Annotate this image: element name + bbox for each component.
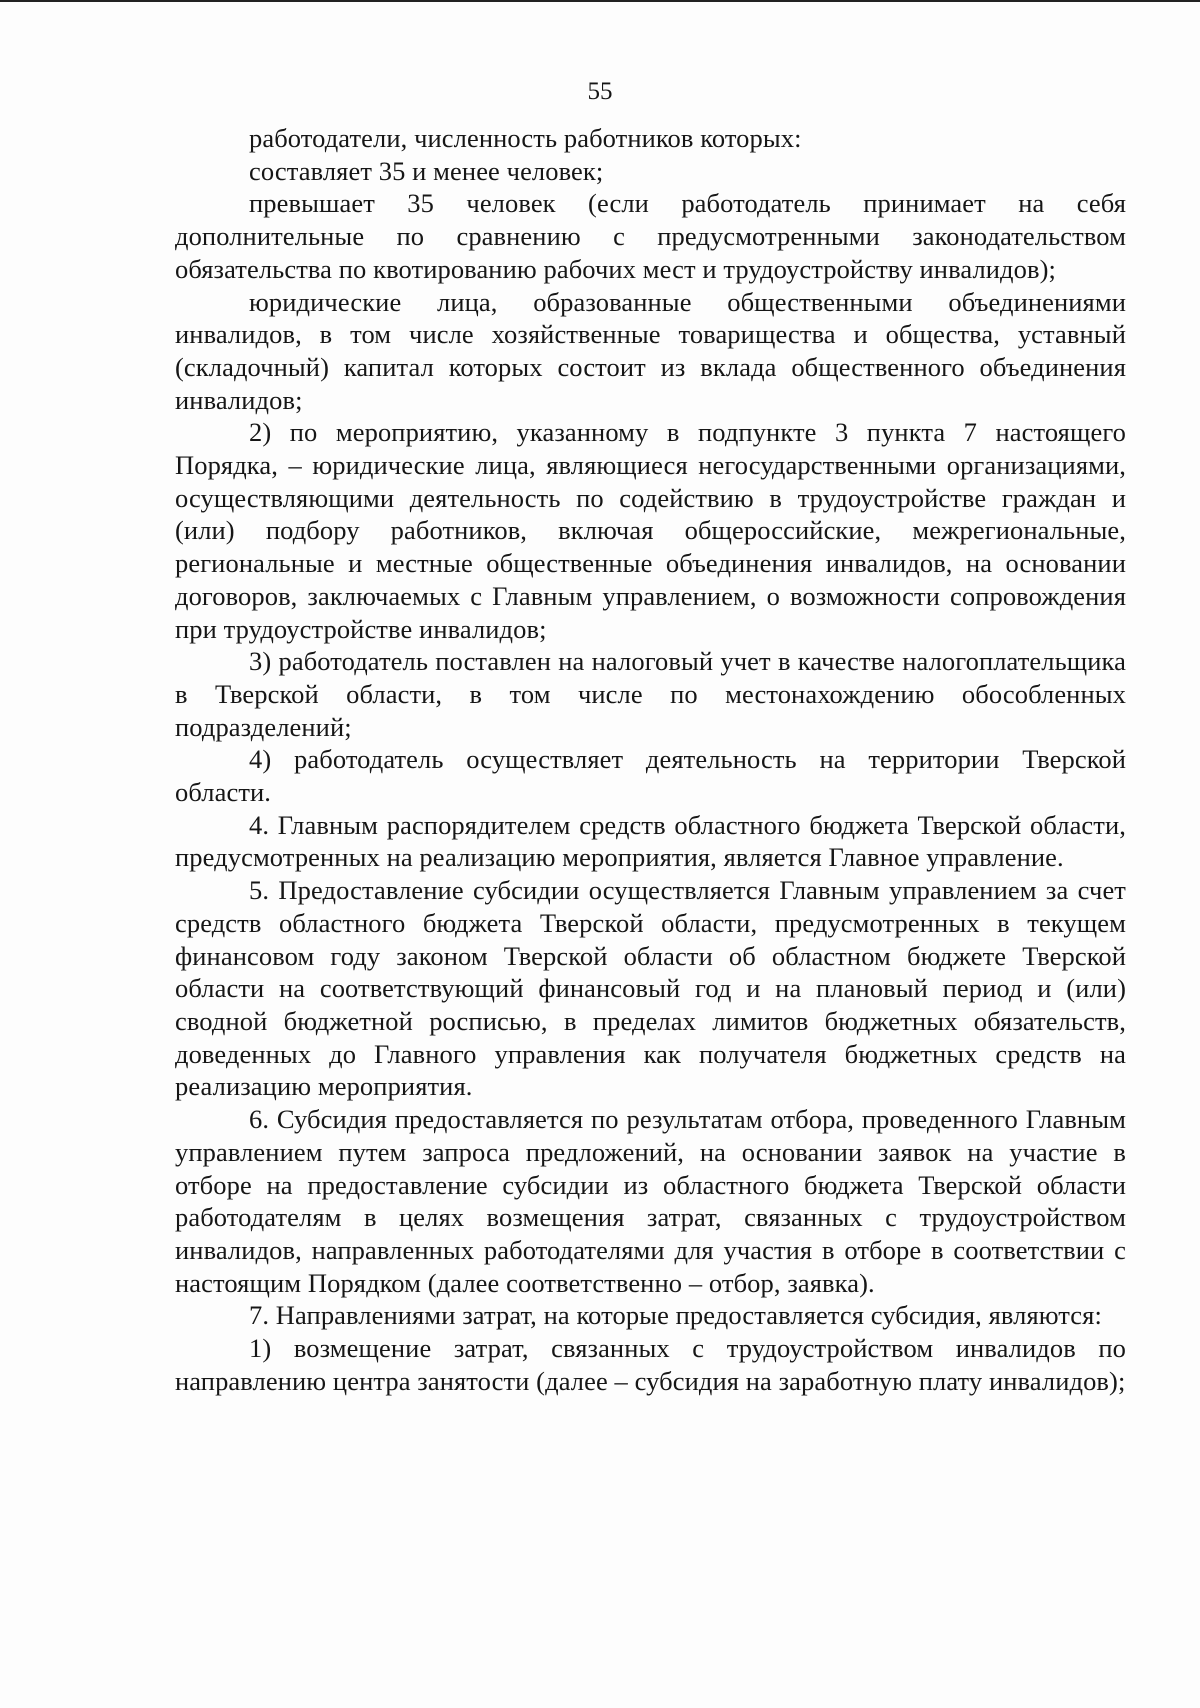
document-body [175,122,1126,1397]
paragraph: работодатели, численность работников которых: [249,123,802,153]
paragraph: 1) возмещение затрат, связанных с трудоустройством инвалидов по направлению центра занятости (далее – субсидия на заработную плату инвалидов); [175,1333,1126,1396]
page-number: 55 [587,78,613,105]
paragraph: превышает 35 человек (если работодатель принимает на себя дополнительные по сравнению с предусмотренными законодательством обязательства по квотированию рабочих мест и трудоустройству инвалидов); [175,188,1126,284]
paragraph: составляет 35 и менее человек; [249,155,604,186]
paragraph: 5. Предоставление субсидии осуществляется Главным управлением за счет средств областного бюджета Тверской области, предусмотренных в текущем финансовом году законом Тверской области об областном бюджете Тверской области на соответствующий финансовый год и на плановый период и (или) сводной бюджетной росписью, в пределах лимитов бюджетных обязательств, доведенных до Главного управления как получателя бюджетных средств на реализацию мероприятия. [175,875,1126,1102]
paragraph: 3) работодатель поставлен на налоговый учет в качестве налогоплательщика в Тверской области, в том числе по местонахождению обособленных подразделений; [175,646,1126,742]
paragraph: 4) работодатель осуществляет деятельность на территории Тверской области. [175,744,1126,808]
paragraph: юридические лица, образованные общественными объединениями инвалидов, в том числе хозяйственные товарищества и общества, уставный (складочный) капитал которых состоит из вклада общественного объединения инвалидов; [175,286,1126,415]
paragraph: 4. Главным распорядителем средств областного бюджета Тверской области, предусмотренных на реализацию мероприятия, является Главное управление. [175,809,1126,873]
paragraph: 7. Направлениями затрат, на которые предоставляется субсидия, являются: [249,1300,1102,1331]
paragraph: 2) по мероприятию, указанному в подпункте 3 пункта 7 настоящего Порядка, – юридические лица, являющиеся негосударственными организациями, осуществляющими деятельность по содействию в трудоустройстве граждан и (или) подбору работников, включая общероссийские, межрегиональные, региональные и местные общественные объединения инвалидов, на основании договоров, заключаемых с Главным управлением, о возможности сопровождения при трудоустройстве инвалидов; [175,417,1126,644]
paragraph: 6. Субсидия предоставляется по результатам отбора, проведенного Главным управлением путем запроса предложений, на основании заявок на участие в отборе на предоставление субсидии из областного бюджета Тверской области работодателям в целях возмещения затрат, связанных с трудоустройством инвалидов, направленных работодателями для участия в отборе в соответствии с настоящим Порядком (далее соответственно – отбор, заявка). [175,1104,1126,1298]
